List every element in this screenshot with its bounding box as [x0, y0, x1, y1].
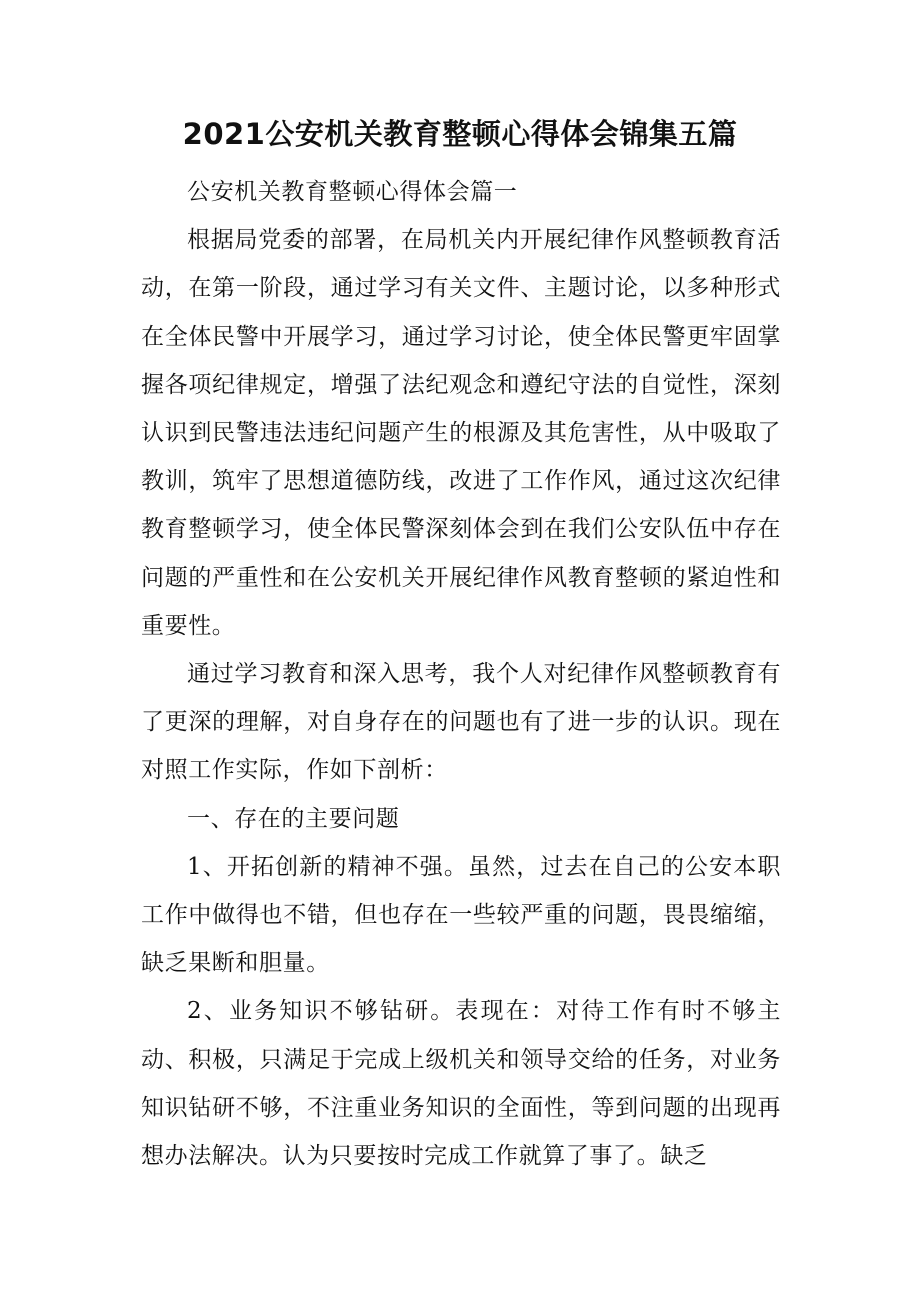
paragraph: 根据局党委的部署，在局机关内开展纪律作风整顿教育活动，在第一阶段，通过学习有关文件、主题讨论，以多种形式在全体民警中开展学习，通过学习讨论，使全体民警更牢固掌握各项纪律规定，增强了法纪观念和遵纪守法的自觉性，深刻认识到民警违法违纪问题产生的根源及其危害性，从中吸取了教训，筑牢了思想道德防线，改进了工作作风，通过这次纪律教育整顿学习，使全体民警深刻体会到在我们公安队伍中存在问题的严重性和在公安机关开展纪律作风教育整顿的紧迫性和重要性。	[141, 227, 781, 639]
subsection-heading: 一、存在的主要问题	[187, 805, 400, 832]
document-title: 2021公安机关教育整顿心得体会锦集五篇	[182, 117, 738, 151]
section-heading: 公安机关教育整顿心得体会篇一	[187, 179, 518, 205]
paragraph: 2、业务知识不够钻研。表现在：对待工作有时不够主动、积极，只满足于完成上级机关和领导交给的任务，对业务知识钻研不够，不注重业务知识的全面性，等到问题的出现再想办法解决。认为只要按时完成工作就算了事了。缺乏	[141, 998, 781, 1170]
document-body	[141, 168, 781, 1180]
paragraph: 1、开拓创新的精神不强。虽然，过去在自己的公安本职工作中做得也不错，但也存在一些较严重的问题，畏畏缩缩，缺乏果断和胆量。	[141, 853, 781, 977]
paragraph: 通过学习教育和深入思考，我个人对纪律作风整顿教育有了更深的理解，对自身存在的问题也有了进一步的认识。现在对照工作实际，作如下剖析：	[141, 661, 781, 784]
